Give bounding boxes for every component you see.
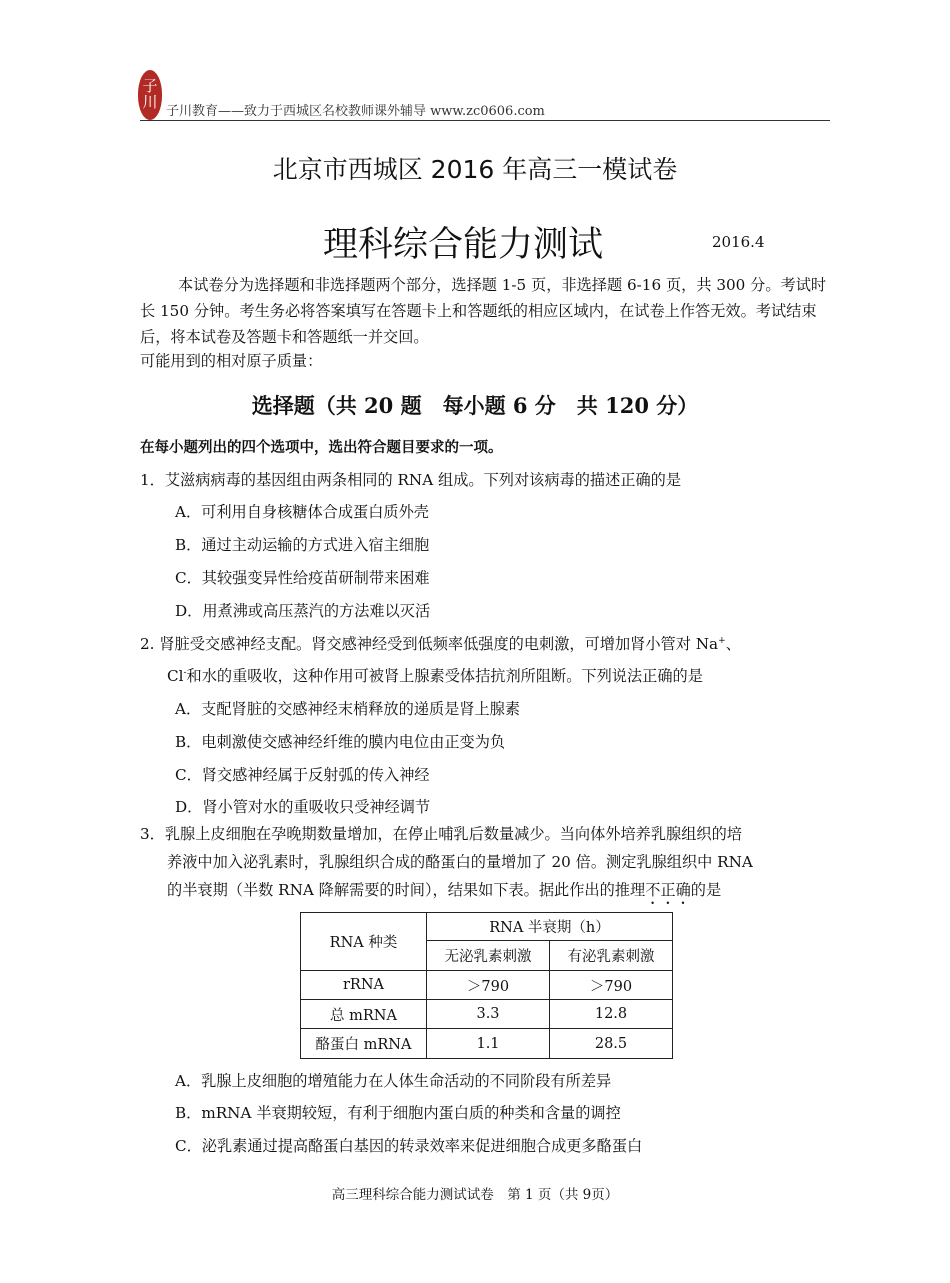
exam-title: 北京市西城区 2016 年高三一模试卷 [272,155,678,184]
header-divider [140,120,830,121]
table-cell: 酪蛋白 mRNA [301,1029,427,1059]
exam-date: 2016.4 [712,233,765,251]
table-cell: ＞790 [550,971,673,1000]
table-subheader-with-prolactin: 有泌乳素刺激 [550,941,673,971]
question-2-stem-line2: Cl-和水的重吸收，这种作用可被肾上腺素受体拮抗剂所阻断。下列说法正确的是 [167,667,703,685]
question-2-option-b: B．电刺激使交感神经纤维的膜内电位由正变为负 [175,733,506,751]
question-1-option-c: C．其较强变异性给疫苗研制带来困难 [175,569,430,587]
question-3-option-a: A．乳腺上皮细胞的增殖能力在人体生命活动的不同阶段有所差异 [175,1072,612,1090]
question-1-option-b: B．通过主动运输的方式进入宿主细胞 [175,536,430,554]
table-cell: 总 mRNA [301,1000,427,1029]
header-text: 子川教育——致力于西城区名校教师课外辅导 www.zc0606.com [166,104,545,119]
section-instruction: 在每小题列出的四个选项中，选出符合题目要求的一项。 [140,440,503,456]
table-row [301,1000,673,1029]
question-2-option-a: A．支配肾脏的交感神经末梢释放的递质是肾上腺素 [175,700,521,718]
page-footer: 高三理科综合能力测试试卷 第 1 页（共 9页） [331,1187,619,1203]
table-cell: 28.5 [550,1029,673,1059]
question-2-option-c: C．肾交感神经属于反射弧的传入神经 [175,766,430,784]
question-2-stem: 2. 肾脏受交感神经支配。肾交感神经受到低频率低强度的电刺激，可增加肾小管对 Na+、 [140,635,741,653]
table-cell: 3.3 [427,1000,550,1029]
question-1-option-d: D．用煮沸或高压蒸汽的方法难以灭活 [175,602,431,620]
table-cell: ＞790 [427,971,550,1000]
atomic-mass-line: 可能用到的相对原子质量： [140,352,323,370]
question-3-stem-line3: 的半衰期（半数 RNA 降解需要的时间），结果如下表。据此作出的推理不正确的是 [167,881,722,899]
table-header-rna-type: RNA 种类 [301,913,427,971]
question-1-stem: 1．艾滋病病毒的基因组由两条相同的 RNA 组成。下列对该病毒的描述正确的是 [140,471,682,489]
table-cell: 12.8 [550,1000,673,1029]
table-subheader-no-prolactin: 无泌乳素刺激 [427,941,550,971]
question-3-stem-line2: 养液中加入泌乳素时，乳腺组织合成的酪蛋白的量增加了 20 倍。测定乳腺组织中 RNA [167,853,753,871]
question-1-option-a: A．可利用自身核糖体合成蛋白质外壳 [175,503,429,521]
logo-seal: 子川 [138,70,162,120]
emphasized-not-correct: 不正确 [645,881,691,899]
table-cell: 1.1 [427,1029,550,1059]
exam-subtitle: 理科综合能力测试 [323,225,604,265]
rna-half-life-table [300,912,673,1059]
question-3-option-b: B．mRNA 半衰期较短，有利于细胞内蛋白质的种类和含量的调控 [175,1104,621,1122]
table-header-half-life: RNA 半衰期（h） [427,913,673,941]
question-3-stem-line1: 3．乳腺上皮细胞在孕晚期数量增加，在停止哺乳后数量减少。当向体外培养乳腺组织的培 [140,825,742,843]
question-3-option-c: C．泌乳素通过提高酪蛋白基因的转录效率来促进细胞合成更多酪蛋白 [175,1137,643,1155]
question-2-option-d: D．肾小管对水的重吸收只受神经调节 [175,798,431,816]
section-title: 选择题（共 20 题 每小题 6 分 共 120 分） [251,393,699,418]
table-cell: rRNA [301,971,427,1000]
table-row [301,1029,673,1059]
table-row [301,971,673,1000]
intro-paragraph: 本试卷分为选择题和非选择题两个部分，选择题 1-5 页，非选择题 6-16 页，共 300 分。考试时长 150 分钟。考生务必将答案填写在答题卡上和答题纸的相应区域内，在试卷上作答无效。考试结束后，将本试卷及答题卡和答题纸一并交回。 [140,276,827,346]
